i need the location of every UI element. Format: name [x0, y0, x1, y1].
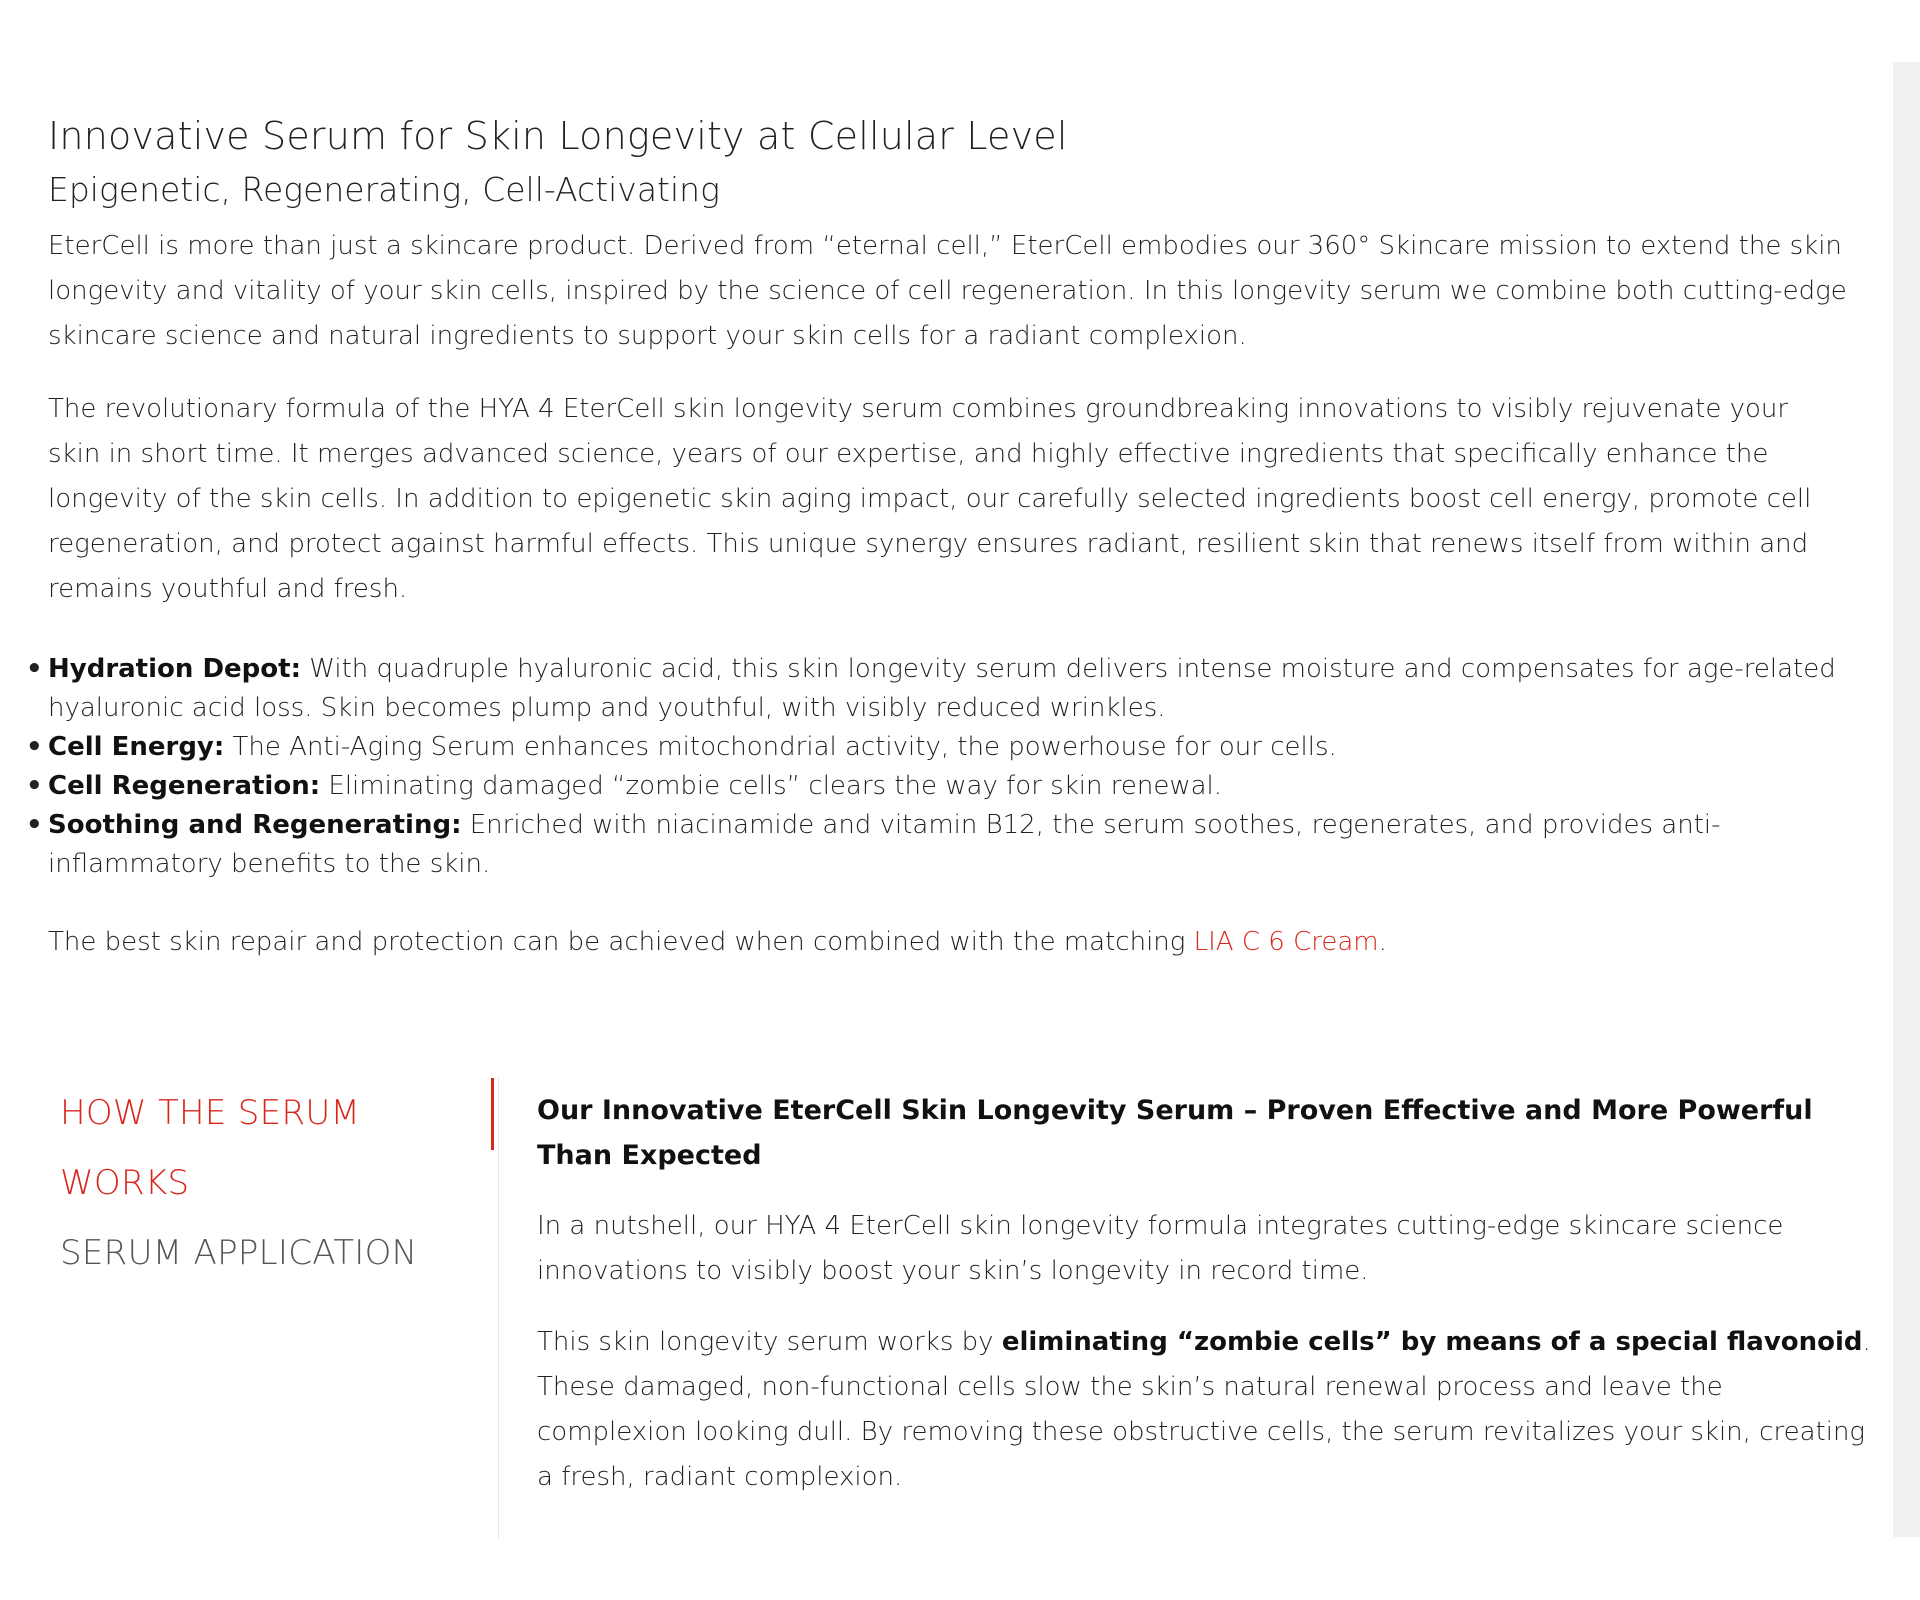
feature-term: Cell Regeneration: [48, 771, 321, 801]
lia-c6-cream-link[interactable]: LIA C 6 Cream [1193, 927, 1379, 957]
feature-text: The Anti-Aging Serum enhances mitochondrial activity, the powerhouse for our cells. [224, 732, 1337, 762]
list-item [26, 806, 1848, 884]
list-item [26, 767, 1848, 806]
feature-term: Cell Energy: [48, 732, 225, 762]
combine-end: . [1378, 927, 1387, 957]
list-item [26, 728, 1848, 767]
panel-heading: Our Innovative EterCell Skin Longevity Serum – Proven Effective and More Powerful Than Expected [537, 1095, 1813, 1171]
combine-text: The best skin repair and protection can be achieved when combined with the matching [48, 927, 1194, 957]
product-description [26, 110, 1848, 965]
feature-text: Eliminating damaged “zombie cells” clears the way for skin renewal. [320, 771, 1222, 801]
panel-paragraph-2-emphasis: eliminating “zombie cells” by means of a special flavonoid [1001, 1327, 1863, 1357]
panel-paragraph-1: In a nutshell, our HYA 4 EterCell skin longevity formula integrates cutting-edge skincare science innovations to visibly boost your skin’s longevity in record time. [537, 1211, 1784, 1286]
scrollbar-track[interactable] [1893, 62, 1920, 1537]
feature-term: Hydration Depot: [48, 654, 301, 684]
feature-text: With quadruple hyaluronic acid, this skin longevity serum delivers intense moisture and compensates for age-related hyaluronic acid loss. Skin becomes plump and youthful, with visibly reduced wrinkles. [48, 654, 1836, 723]
tab-list [48, 1078, 498, 1288]
active-tab-indicator [491, 1078, 494, 1150]
tab-serum-application[interactable]: SERUM APPLICATION [60, 1233, 418, 1273]
feature-term: Soothing and Regenerating: [48, 810, 462, 840]
tab-panel [537, 1088, 1877, 1500]
bullet-icon: • [26, 732, 43, 762]
feature-list [26, 650, 1848, 884]
tab-divider [498, 1078, 499, 1538]
tabs-section [48, 1078, 1871, 1538]
panel-paragraph-2-end: . These damaged, non-functional cells slow the skin’s natural renewal process and leave the complexion looking dull. By removing these obstructive cells, the serum revitalizes your skin, creating a fresh, radiant complexion. [537, 1327, 1871, 1492]
bullet-icon: • [26, 810, 43, 840]
list-item [26, 650, 1848, 728]
panel-paragraph-2-start: This skin longevity serum works by [537, 1327, 1002, 1357]
bullet-icon: • [26, 771, 43, 801]
panel-paragraph-2 [537, 1320, 1877, 1500]
page-title: Innovative Serum for Skin Longevity at Cellular Level [48, 114, 1068, 158]
feature-text: Enriched with niacinamide and vitamin B12, the serum soothes, regenerates, and provides anti-inflammatory benefits to the skin. [48, 810, 1721, 879]
intro-paragraph-1: EterCell is more than just a skincare product. Derived from “eternal cell,” EterCell embodies our 360° Skincare mission to extend the skin longevity and vitality of your skin cells, inspired by the science of cell regeneration. In this longevity serum we combine both cutting-edge skincare science and natural ingredients to support your skin cells for a radiant complexion. [48, 231, 1847, 351]
tab-how-the-serum-works[interactable]: HOW THE SERUM WORKS [60, 1093, 361, 1203]
combine-paragraph [48, 920, 1848, 965]
page-subtitle: Epigenetic, Regenerating, Cell-Activating [48, 170, 720, 209]
intro-paragraph-2: The revolutionary formula of the HYA 4 EterCell skin longevity serum combines groundbreaking innovations to visibly rejuvenate your skin in short time. It merges advanced science, years of our expertise, and highly effective ingredients that specifically enhance the longevity of the skin cells. In addition to epigenetic skin aging impact, our carefully selected ingredients boost cell energy, promote cell regeneration, and protect against harmful effects. This unique synergy ensures radiant, resilient skin that renews itself from within and remains youthful and fresh. [48, 394, 1812, 604]
bullet-icon: • [26, 654, 43, 684]
